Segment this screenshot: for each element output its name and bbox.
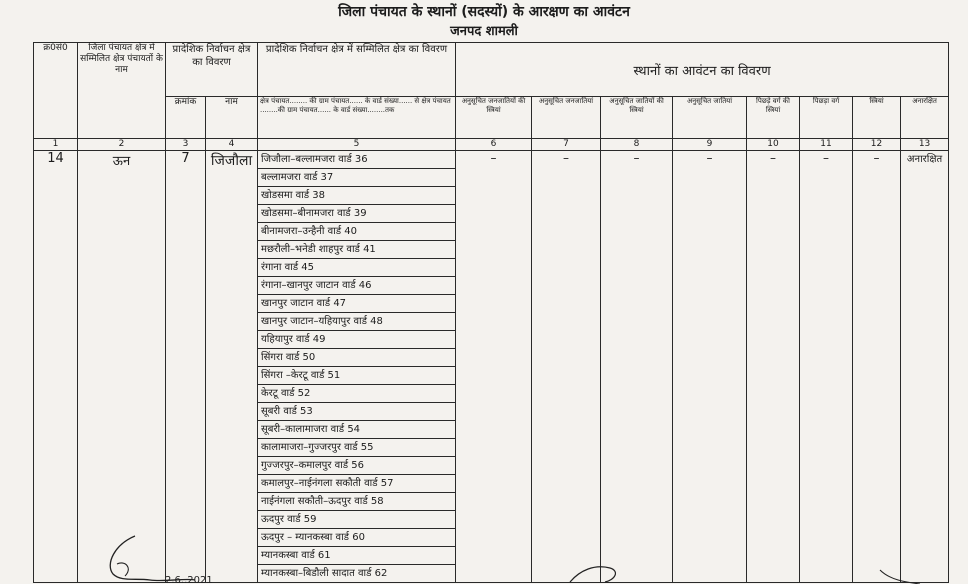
column-number: 5	[258, 139, 456, 151]
header-naam: नाम	[206, 97, 258, 139]
ward-item: खानपुर जाटान–यहियापुर वार्ड 48	[258, 313, 455, 331]
header-obc-women: पिछड़े वर्ग की स्त्रियां	[747, 97, 800, 139]
ward-item: कमालपुर–नाईनंगला सकौती वार्ड 57	[258, 475, 455, 493]
ward-item: सूबरी वार्ड 53	[258, 403, 455, 421]
ward-item: ऊदपुर वार्ड 59	[258, 511, 455, 529]
ward-item: खानपुर जाटान वार्ड 47	[258, 295, 455, 313]
ward-list-cell	[258, 151, 456, 583]
column-number: 13	[901, 139, 949, 151]
cell-obc: –	[800, 151, 853, 583]
ward-item: खोडसमा वार्ड 38	[258, 187, 455, 205]
ward-item: जिजौला–बल्लामजरा वार्ड 36	[258, 151, 455, 169]
header-serial: क्र0सं0	[34, 43, 78, 139]
header-st-women: अनुसूचित जनजातियों की स्त्रियां	[456, 97, 532, 139]
column-number-row	[34, 139, 949, 151]
handwritten-signature-left	[95, 534, 395, 584]
ward-item: ऊदपुर – म्यानकस्बा वार्ड 60	[258, 529, 455, 547]
cell-area: ऊन	[78, 151, 166, 583]
ward-item: मछरौली–भनेडी शाहपुर वार्ड 41	[258, 241, 455, 259]
document-title: जिला पंचायत के स्थानों (सदस्यों) के आरक्षण का आवंटन	[338, 4, 630, 20]
cell-sc: –	[673, 151, 747, 583]
document-subtitle: जनपद शामली	[450, 24, 518, 39]
ward-item: गुज्जरपुर–कमालपुर वार्ड 56	[258, 457, 455, 475]
ward-item: खोडसमा–बीनामजरा वार्ड 39	[258, 205, 455, 223]
header-included: प्रादेशिक निर्वाचन क्षेत्र में सम्मिलित क्षेत्र का विवरण	[258, 43, 456, 97]
header-obc: पिछड़ा वर्ग	[800, 97, 853, 139]
header-district-area: जिला पंचायत क्षेत्र में सम्मिलित क्षेत्र पंचायतों के नाम	[78, 43, 166, 139]
column-number: 3	[166, 139, 206, 151]
cell-obc-women: –	[747, 151, 800, 583]
ward-item: कालामाजरा–गुज्जरपुर वार्ड 55	[258, 439, 455, 457]
ward-list	[258, 151, 455, 582]
ward-item: सिंगरा –केरटू वार्ड 51	[258, 367, 455, 385]
header-allotment: स्थानों का आवंटन का विवरण	[456, 43, 949, 97]
ward-item: यहियापुर वार्ड 49	[258, 331, 455, 349]
column-number: 9	[673, 139, 747, 151]
ward-item: नाईनंगला सकौती–ऊदपुर वार्ड 58	[258, 493, 455, 511]
column-number: 1	[34, 139, 78, 151]
column-number: 2	[78, 139, 166, 151]
ward-item: बल्लामजरा वार्ड 37	[258, 169, 455, 187]
header-women: स्त्रियां	[853, 97, 901, 139]
header-included-sub: क्षेत्र पंचायत........ की ग्राम पंचायत...... के वार्ड संख्या...... से क्षेत्र पंचायत ........की ग्राम पंचायत...... के वार्ड संख्या........तक	[258, 97, 456, 139]
ward-item: रंगाना–खानपुर जाटान वार्ड 46	[258, 277, 455, 295]
cell-serial: 14	[34, 151, 78, 583]
header-sc: अनुसूचित जातियां	[673, 97, 747, 139]
ward-item: रंगाना वार्ड 45	[258, 259, 455, 277]
handwritten-signature-right	[560, 550, 960, 584]
column-number: 11	[800, 139, 853, 151]
cell-st: –	[532, 151, 601, 583]
header-sc-women: अनुसूचित जातियों की स्त्रियां	[601, 97, 673, 139]
ward-item: म्यानकस्बा–बिडौली सादात वार्ड 62	[261, 568, 388, 579]
column-number: 4	[206, 139, 258, 151]
ward-item: केरटू वार्ड 52	[258, 385, 455, 403]
cell-sc-women: –	[601, 151, 673, 583]
header-unreserved: अनारक्षित	[901, 97, 949, 139]
column-number: 8	[601, 139, 673, 151]
cell-kramank: 7	[166, 151, 206, 583]
ward-item: सिंगरा वार्ड 50	[258, 349, 455, 367]
cell-women: –	[853, 151, 901, 583]
cell-st-women: –	[456, 151, 532, 583]
column-number: 10	[747, 139, 800, 151]
ward-item: सूबरी–कालामाजरा वार्ड 54	[258, 421, 455, 439]
reservation-table	[33, 42, 949, 583]
column-number: 12	[853, 139, 901, 151]
header-st: अनुसूचित जनजातियां	[532, 97, 601, 139]
ward-item: म्यानकस्बा वार्ड 61	[258, 547, 455, 565]
header-kramank: क्रमांक	[166, 97, 206, 139]
column-number: 6	[456, 139, 532, 151]
column-number: 7	[532, 139, 601, 151]
cell-reservation: अनारक्षित	[901, 151, 949, 583]
ward-item: बीनामजरा–उन्हैनी वार्ड 40	[258, 223, 455, 241]
signature-date: 2.6..2021	[165, 575, 213, 584]
header-territorial: प्रादेशिक निर्वाचन क्षेत्र का विवरण	[166, 43, 258, 97]
cell-naam: जिजौला	[206, 151, 258, 583]
table-row	[34, 151, 949, 583]
